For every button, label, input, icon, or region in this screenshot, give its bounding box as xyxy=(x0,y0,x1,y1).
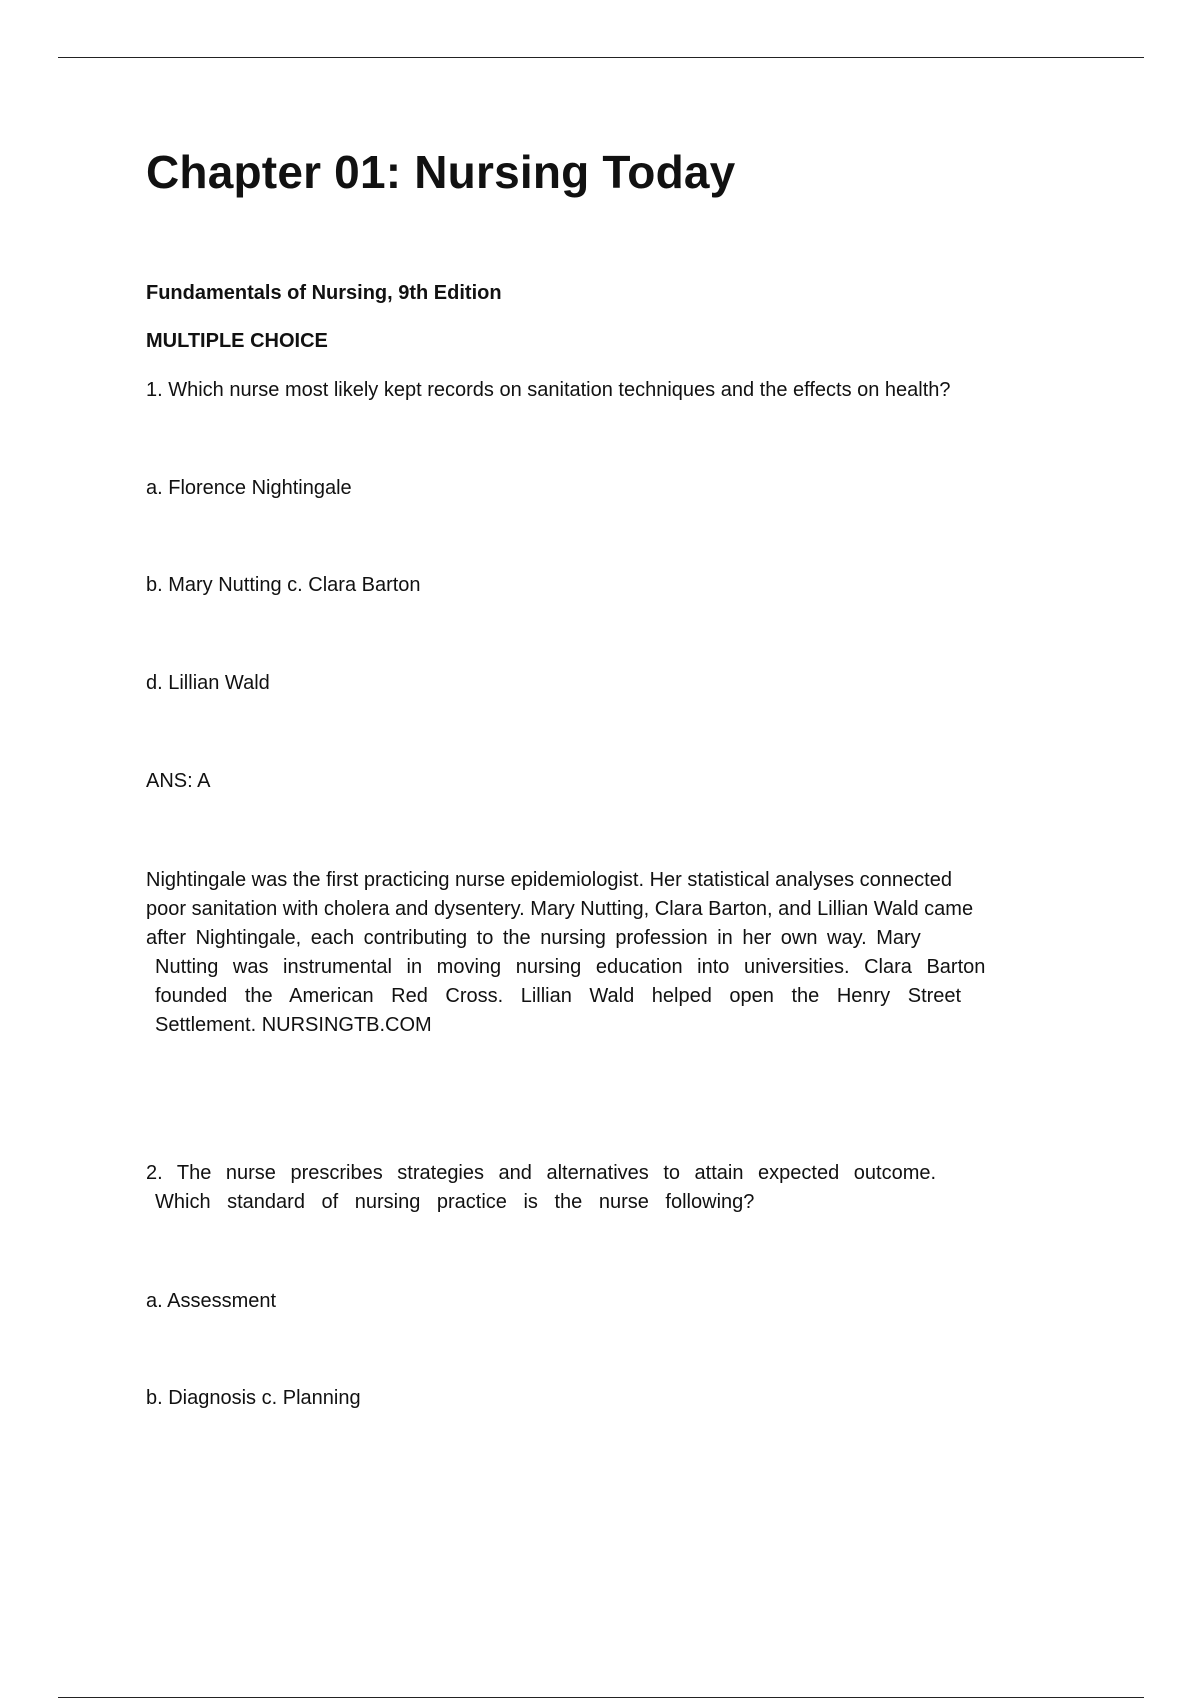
rationale-line: Nutting was instrumental in moving nursing education into universities. Clara Barton xyxy=(155,956,986,978)
top-rule xyxy=(58,57,1144,58)
rationale-line: poor sanitation with cholera and dysentery. Mary Nutting, Clara Barton, and Lillian Wald came xyxy=(146,898,974,920)
section-title: MULTIPLE CHOICE xyxy=(146,330,328,352)
question-1-option-a: a. Florence Nightingale xyxy=(146,477,352,499)
rationale-line: Nightingale was the first practicing nurse epidemiologist. Her statistical analyses connected xyxy=(146,869,952,891)
question-2-option-a: a. Assessment xyxy=(146,1290,277,1312)
question-1-stem: 1. Which nurse most likely kept records on sanitation techniques and the effects on health? xyxy=(146,379,951,401)
question-1-option-d: d. Lillian Wald xyxy=(146,672,270,694)
bottom-rule xyxy=(58,1697,1144,1698)
book-title: Fundamentals of Nursing, 9th Edition xyxy=(146,282,502,304)
question-2-option-b-c: b. Diagnosis c. Planning xyxy=(146,1387,361,1409)
question-1-option-b-c: b. Mary Nutting c. Clara Barton xyxy=(146,574,421,596)
rationale-line: founded the American Red Cross. Lillian Wald helped open the Henry Street xyxy=(155,985,962,1007)
rationale-line: Settlement. NURSINGTB.COM xyxy=(155,1014,432,1036)
question-2-stem xyxy=(146,1159,936,1217)
question-2-stem-line: 2. The nurse prescribes strategies and alternatives to attain expected outcome. xyxy=(146,1162,937,1184)
question-1-answer: ANS: A xyxy=(146,770,211,792)
question-2-stem-line: Which standard of nursing practice is the nurse following? xyxy=(155,1191,755,1213)
chapter-title: Chapter 01: Nursing Today xyxy=(146,146,736,198)
rationale-line: after Nightingale, each contributing to the nursing profession in her own way. Mary xyxy=(146,927,921,949)
question-1-rationale xyxy=(146,866,1086,1040)
